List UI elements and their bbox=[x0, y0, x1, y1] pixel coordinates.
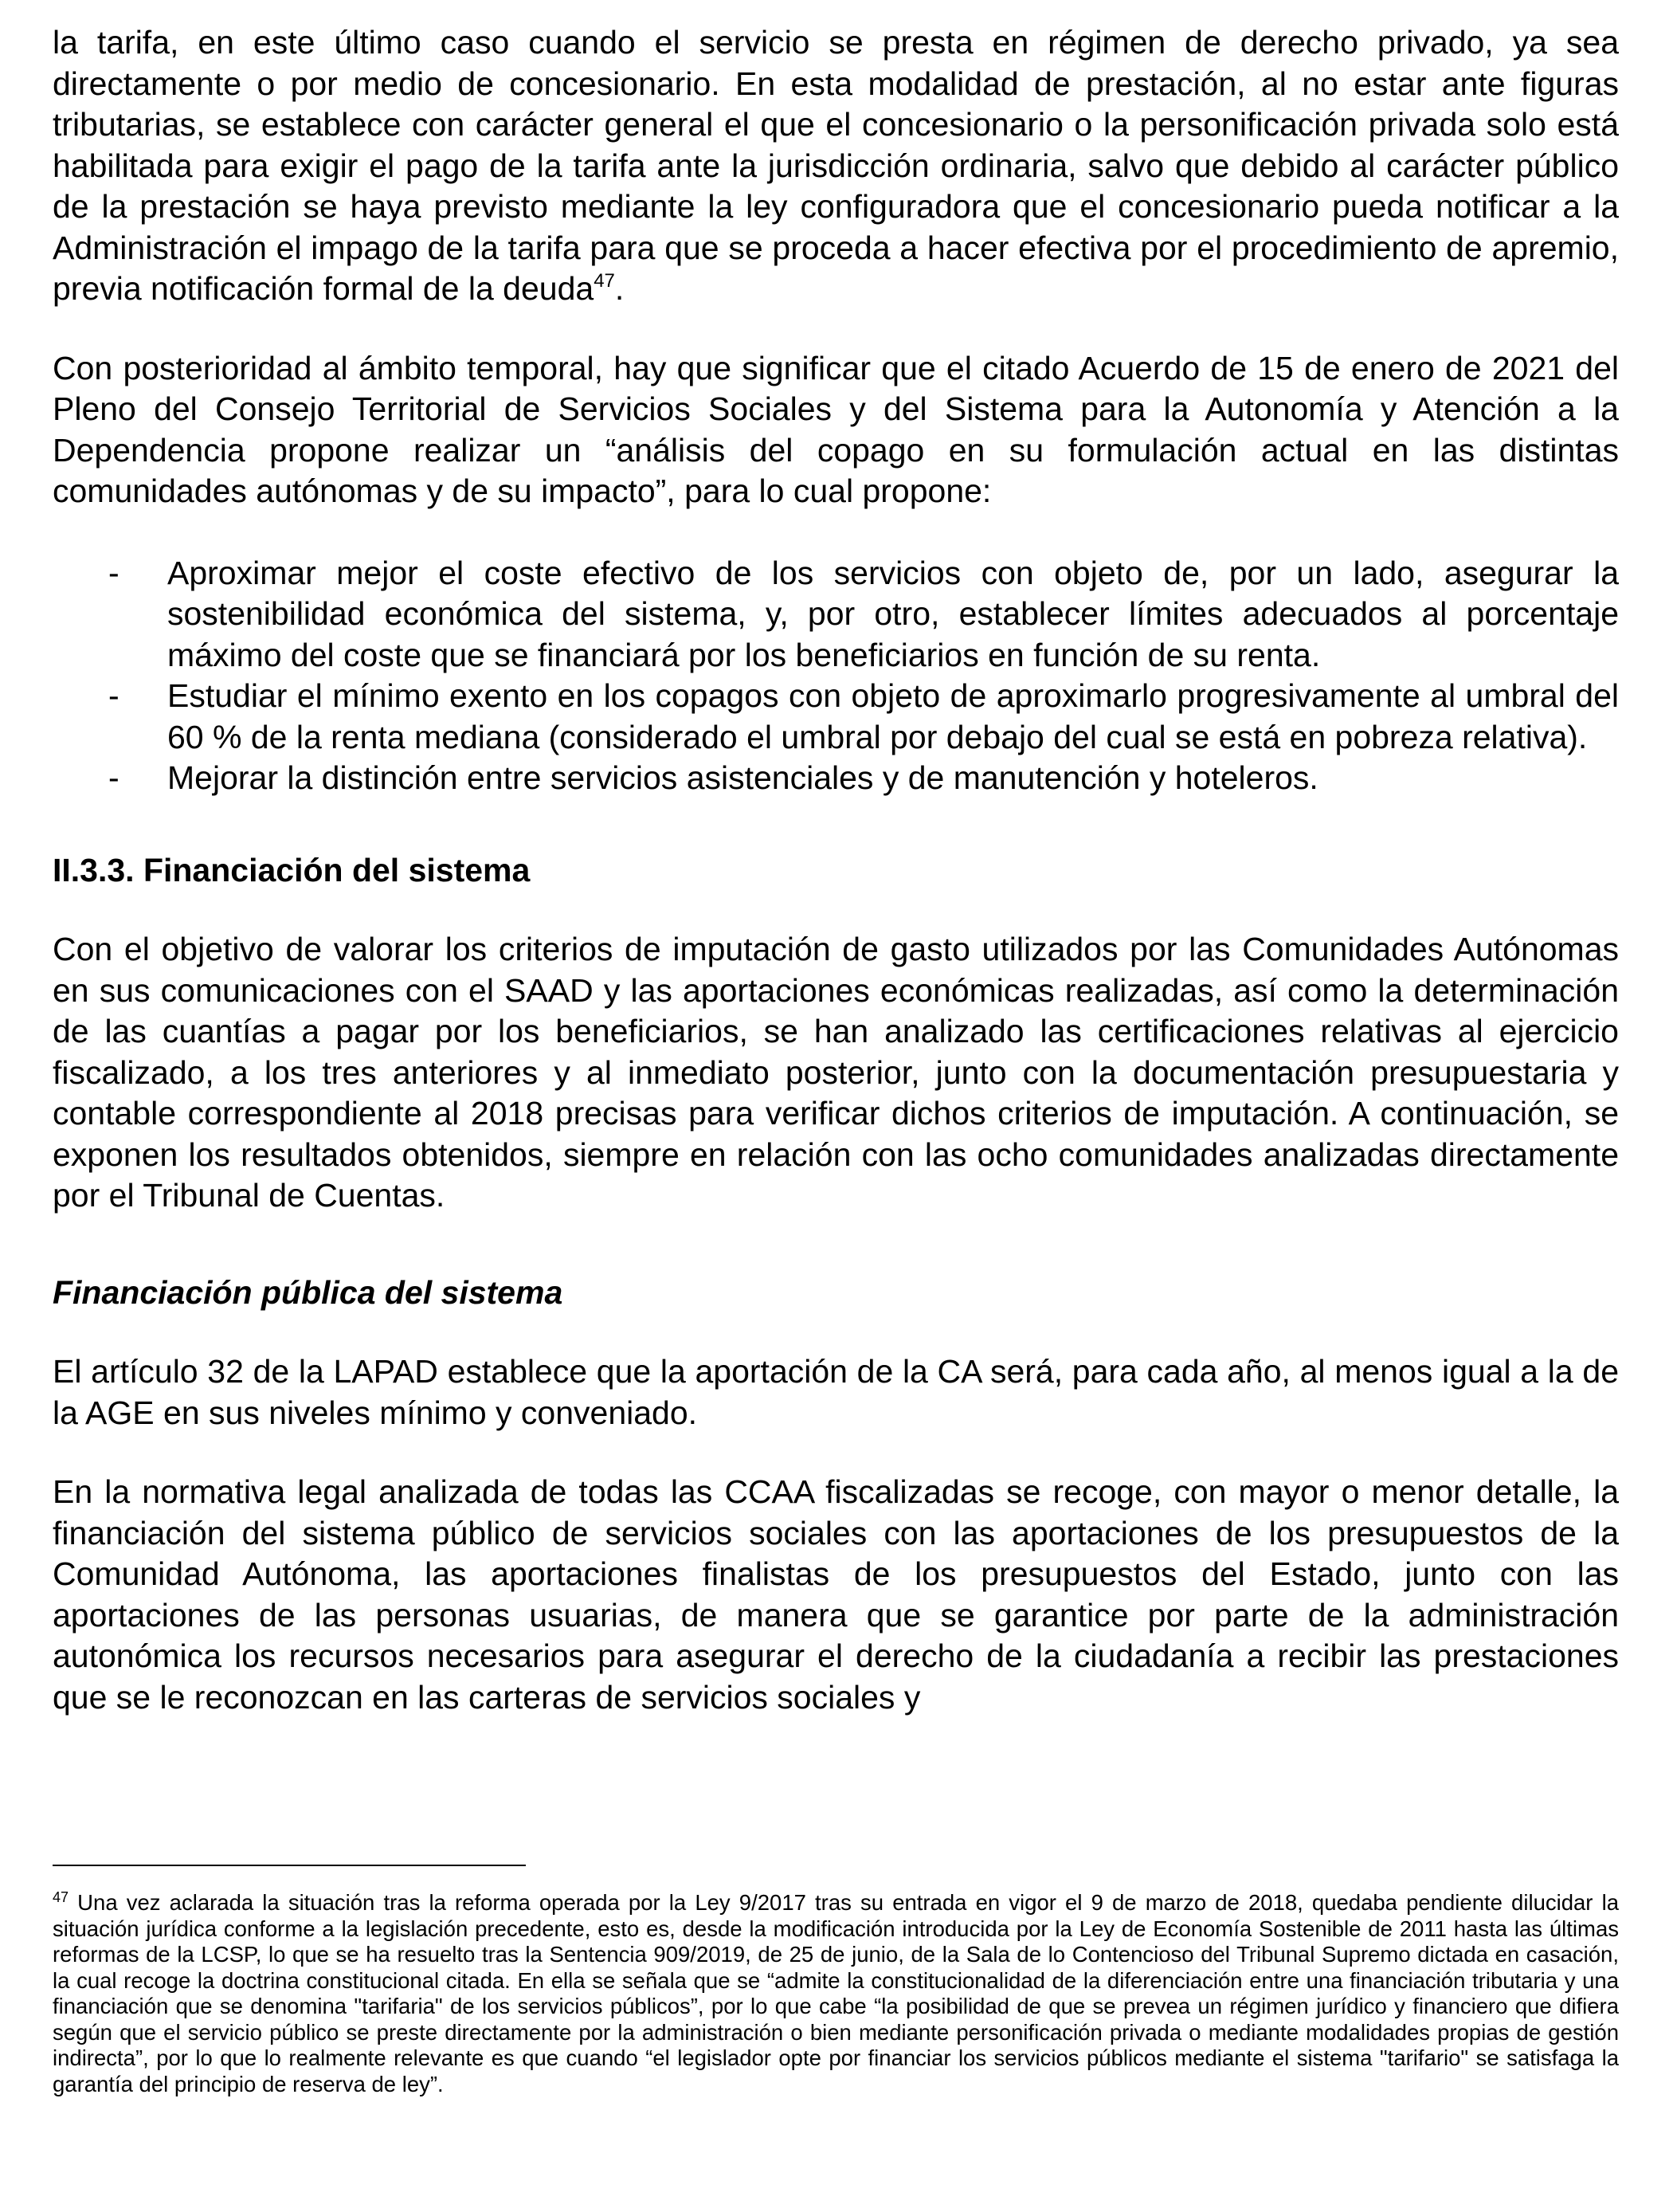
list-dash: - bbox=[108, 677, 120, 714]
subheading: Financiación pública del sistema bbox=[53, 1273, 563, 1311]
footnote-separator bbox=[53, 1865, 526, 1866]
list-item-text: Aproximar mejor el coste efectivo de los servicios con objeto de, por un lado, asegurar la sostenibilidad económica del sistema, y, por otro, establecer límites adecuados al porcentaje máximo del coste que se financiará por los beneficiarios en función de su renta. bbox=[167, 554, 1619, 673]
list-dash: - bbox=[108, 759, 120, 796]
list-item bbox=[53, 758, 1619, 799]
paragraph-articulo-32: El artículo 32 de la LAPAD establece que la aportación de la CA será, para cada año, al menos igual a la de la AGE en sus niveles mínimo y conveniado. bbox=[53, 1353, 1619, 1431]
footnote-47 bbox=[53, 1890, 1619, 2097]
proposal-list bbox=[53, 553, 1619, 799]
paragraph-acuerdo: Con posterioridad al ámbito temporal, hay que significar que el citado Acuerdo de 15 de enero de 2021 del Pleno del Consejo Territorial de Servicios Sociales y del Sistema para la Autonomía y Atención a la Dependencia propone realizar un “análisis del copago en su formulación actual en las distintas comunidades autónomas y de su impacto”, para lo cual propone: bbox=[53, 349, 1619, 509]
list-item bbox=[53, 553, 1619, 677]
list-dash: - bbox=[108, 554, 120, 591]
paragraph-objetivo: Con el objetivo de valorar los criterios de imputación de gasto utilizados por las Comunidades Autónomas en sus comunicaciones con el SAAD y las aportaciones económicas realizadas, así como la determinación de las cuantías a pagar por los beneficiarios, se han analizado las certificaciones relativas al ejercicio fiscalizado, a los tres anteriores y al inmediato posterior, junto con la documentación presupuestaria y contable correspondiente al 2018 precisas para verificar dichos criterios de imputación. A continuación, se exponen los resultados obtenidos, siempre en relación con las ocho comunidades analizadas directamente por el Tribunal de Cuentas. bbox=[53, 931, 1619, 1214]
paragraph-tarifa bbox=[53, 22, 1619, 310]
document-page bbox=[53, 22, 1619, 1718]
section-heading: II.3.3. Financiación del sistema bbox=[53, 851, 531, 888]
footnote-reference-47[interactable]: 47 bbox=[594, 270, 615, 292]
paragraph-tarifa-text: la tarifa, en este último caso cuando el servicio se presta en régimen de derecho privado, ya sea directamente o por medio de concesionario. En esta modalidad de prestación, al no estar ante figuras tributarias, se establece con carácter general el que el concesionario o la personificación privada solo está habilitada para exigir el pago de la tarifa ante la jurisdicción ordinaria, salvo que debido al carácter público de la prestación se haya previsto mediante la ley configuradora que el concesionario pueda notificar a la Administración el impago de la tarifa para que se proceda a hacer efectiva por el procedimiento de apremio, previa notificación formal de la deuda bbox=[53, 24, 1619, 307]
list-item-text: Estudiar el mínimo exento en los copagos con objeto de aproximarlo progresivamente al umbral del 60 % de la renta mediana (considerado el umbral por debajo del cual se está en pobreza relativa). bbox=[167, 677, 1619, 755]
list-item-text: Mejorar la distinción entre servicios asistenciales y de manutención y hoteleros. bbox=[167, 759, 1318, 796]
footnote-number: 47 bbox=[53, 1889, 69, 1905]
paragraph-normativa: En la normativa legal analizada de todas las CCAA fiscalizadas se recoge, con mayor o menor detalle, la financiación del sistema público de servicios sociales con las aportaciones de los presupuestos de la Comunidad Autónoma, las aportaciones finalistas de los presupuestos del Estado, junto con las aportaciones de las personas usuarias, de manera que se garantice por parte de la administración autonómica los recursos necesarios para asegurar el derecho de la ciudadanía a recibir las prestaciones que se le reconozcan en las carteras de servicios sociales y bbox=[53, 1473, 1619, 1716]
list-item bbox=[53, 676, 1619, 758]
footnote-text: Una vez aclarada la situación tras la reforma operada por la Ley 9/2017 tras su entrada en vigor el 9 de marzo de 2018, quedaba pendiente dilucidar la situación jurídica conforme a la legislación precedente, esto es, desde la modificación introducida por la Ley de Economía Sostenible de 2011 hasta las últimas reformas de la LCSP, lo que se ha resuelto tras la Sentencia 909/2019, de 25 de junio, de la Sala de lo Contencioso del Tribunal Supremo dictada en casación, la cual recoge la doctrina constitucional citada. En ella se señala que se “admite la constitucionalidad de la diferenciación entre una financiación tributaria y una financiación que se denomina "tarifaria" de los servicios públicos”, por lo que cabe “la posibilidad de que se prevea un régimen jurídico y financiero que difiera según que el servicio público se preste directamente por la administración o bien mediante personificación privada o mediante modalidades propias de gestión indirecta”, por lo que lo realmente relevante es que cuando “el legislador opte por financiar los servicios públicos mediante el sistema "tarifario" se satisfaga la garantía del principio de reserva de ley”. bbox=[53, 1890, 1619, 2096]
paragraph-tarifa-end: . bbox=[614, 270, 625, 307]
